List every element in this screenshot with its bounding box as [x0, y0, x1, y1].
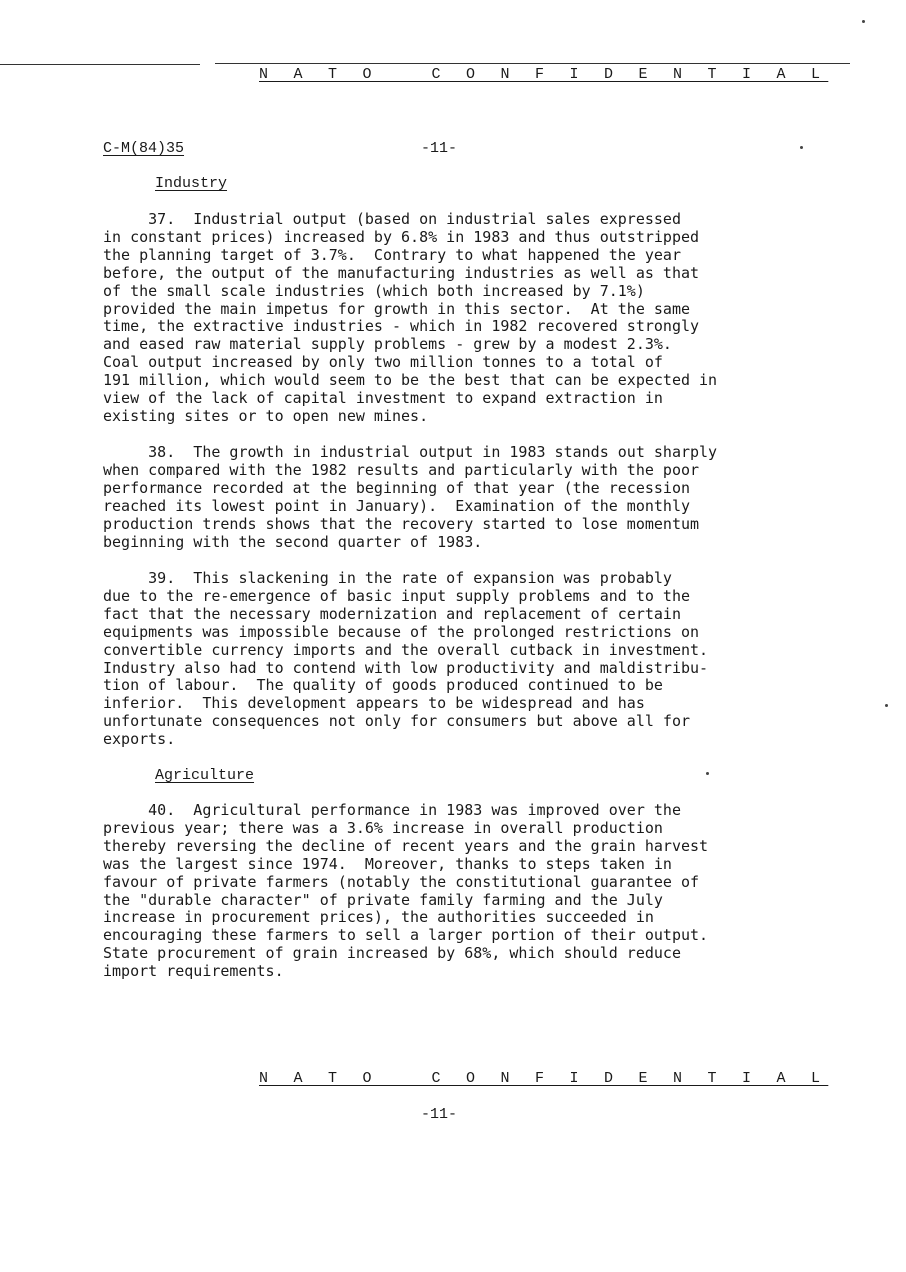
paragraph-37: 37. Industrial output (based on industrial sales expressed in constant prices) increased by 6.8% in 1983 and thus outstripped the planning target of 3.7%. Contrary to what happened the year before, the output of the manufacturing industries as well as that of the small scale industries (which both increased by 7.1%) provided the main impetus for growth in this sector. At the same time, the extractive industries - which in 1982 recovered strongly and eased raw material supply problems - grew by a modest 2.3%. Coal output increased by only two million tonnes to a total of 191 million, which would seem to be the best that can be expected in view of the lack of capital investment to expand extraction in existing sites or to open new mines. [103, 210, 718, 425]
header-page-number: -11- [421, 140, 458, 157]
scan-speck [862, 20, 865, 23]
scan-speck [885, 704, 888, 707]
agriculture-heading: Agriculture [155, 767, 255, 784]
paragraph-38: 38. The growth in industrial output in 1983 stands out sharply when compared with the 1982 results and particularly with the poor performance recorded at the beginning of that year (the recession reached its lowest point in January). Examination of the monthly production trends shows that the recovery started to lose momentum beginning with the second quarter of 1983. [103, 443, 718, 551]
industry-heading: Industry [155, 175, 228, 192]
document-reference: C-M(84)35 [103, 140, 185, 157]
header-rule-right [215, 63, 850, 64]
header-classification: N A T O C O N F I D E N T I A L [259, 66, 829, 83]
paragraph-39: 39. This slackening in the rate of expansion was probably due to the re-emergence of basic input supply problems and to the fact that the necessary modernization and replacement of certain equipments was impossible because of the prolonged restrictions on convertible currency imports and the overall cutback in investment. Industry also had to contend with low productivity and maldistribu- tion of labour. The quality of goods produced continued to be inferior. This development appears to be widespread and has unfortunate consequences not only for consumers but above all for exports. [103, 569, 709, 749]
paragraph-40: 40. Agricultural performance in 1983 was improved over the previous year; there was a 3.6% increase in overall production thereby reversing the decline of recent years and the grain harvest was the largest since 1974. Moreover, thanks to steps taken in favour of private farmers (notably the constitutional guarantee of the "durable character" of private family farming and the July increase in procurement prices), the authorities succeeded in encouraging these farmers to sell a larger portion of their output. State procurement of grain increased by 68%, which should reduce import requirements. [103, 801, 709, 981]
header-rule-left [0, 64, 200, 65]
footer-page-number: -11- [421, 1106, 458, 1123]
scan-speck [800, 146, 803, 149]
scan-speck [706, 772, 709, 775]
footer-classification: N A T O C O N F I D E N T I A L [259, 1070, 829, 1087]
